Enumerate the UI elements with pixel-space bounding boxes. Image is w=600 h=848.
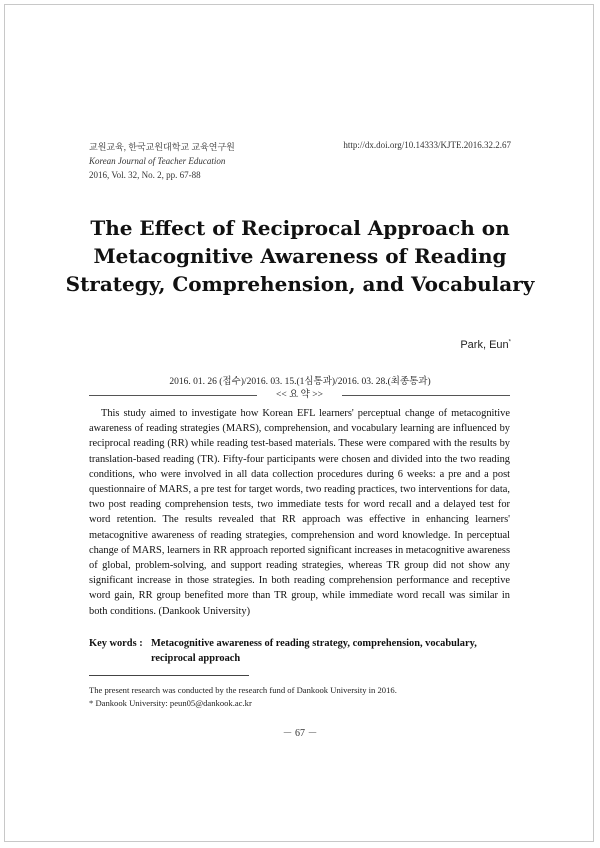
title-line-1: The Effect of Reciprocal Approach on bbox=[90, 216, 510, 240]
affiliation-note: * Dankook University: peun05@dankook.ac.kr bbox=[89, 698, 252, 708]
journal-header bbox=[89, 140, 235, 182]
footnote-divider bbox=[89, 675, 249, 676]
keywords-text: Metacognitive awareness of reading strategy, comprehension, vocabulary, reciprocal approach bbox=[151, 638, 477, 664]
abstract-text: This study aimed to investigate how Korean EFL learners' perceptual change of metacognitive awareness of reading strategies (MARS), comprehension, and vocabulary learning are influenced by reciprocal reading (RR) while reading test-based materials. These were compared with the results by translation-based reading (TR). Fifty-four participants were chosen and divided into the two reading conditions, who were involved in all data collection procedures during 6 weeks: a pre and a post questionnaire of MARS, a pre test for target words, two reading practices, two interventions for data, two post reading comprehension tests, two immediate tests for word recall and a delayed test for word retention. The results revealed that RR approach was effective in enhancing learners' metacognitive awareness of reading strategies, comprehension and word knowledge. In perceptual change of MARS, learners in RR approach reported significant increases in metacognitive awareness of global, problem-solving, and support reading strategies, whereas TR group did not show any significant increase in those strategies. In both reading comprehension performance and receptive word gain, RR group benefited more than TR group, while immediate word recall was similar in both conditions. (Dankook University) bbox=[89, 408, 510, 617]
funding-note: The present research was conducted by the research fund of Dankook University in 2016. bbox=[89, 685, 397, 695]
author bbox=[460, 339, 511, 351]
journal-english-name: Korean Journal of Teacher Education bbox=[89, 156, 226, 166]
paper-title bbox=[60, 214, 540, 298]
keywords-label: Key words : bbox=[89, 638, 143, 649]
title-line-3: Strategy, Comprehension, and Vocabulary bbox=[65, 272, 535, 296]
title-line-2: Metacognitive Awareness of Reading bbox=[93, 244, 507, 268]
page-number: － 67 － bbox=[282, 728, 318, 739]
submission-dates: 2016. 01. 26 (접수)/2016. 03. 15.(1심통과)/2016. 03. 28.(최종통과) bbox=[169, 377, 431, 387]
abstract-heading bbox=[89, 388, 510, 402]
volume-info: 2016, Vol. 32, No. 2, pp. 67-88 bbox=[89, 170, 201, 180]
abstract-heading-label: << 요 약 >> bbox=[276, 390, 323, 400]
author-footnote-marker: * bbox=[508, 339, 511, 346]
footnotes bbox=[89, 684, 397, 710]
doi-link[interactable]: http://dx.doi.org/10.14333/KJTE.2016.32.2.67 bbox=[343, 140, 511, 150]
author-name: Park, Eun bbox=[460, 339, 509, 351]
abstract-heading-rule-right bbox=[342, 395, 510, 396]
journal-korean-name: 교원교육, 한국교원대학교 교육연구원 bbox=[89, 142, 235, 152]
